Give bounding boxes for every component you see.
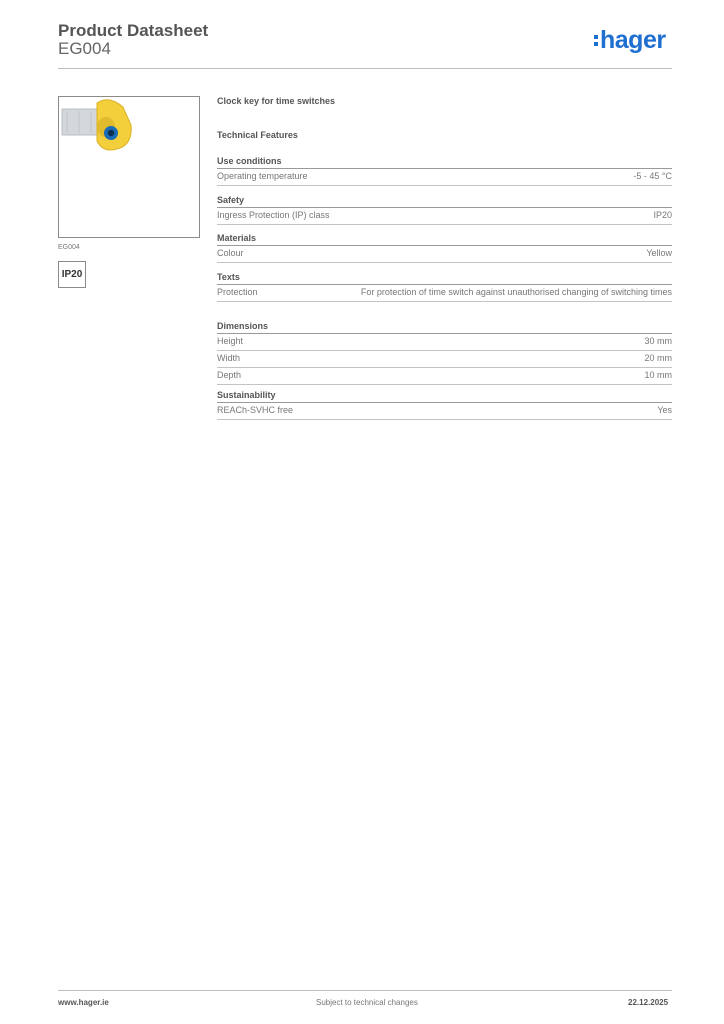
document-title: Product Datasheet <box>58 21 209 40</box>
ip-rating-badge: IP20 <box>58 261 86 288</box>
section-sustainability: Sustainability REACh-SVHC free Yes <box>217 390 672 420</box>
technical-features-heading: Technical Features <box>217 130 298 140</box>
hager-logo <box>594 28 666 53</box>
clock-key-icon <box>59 97 199 237</box>
spec-row: Width 20 mm <box>217 351 672 368</box>
header-divider <box>58 68 672 69</box>
section-texts: Texts Protection For protection of time switch against unauthorised changing of switching times <box>217 272 672 302</box>
logo-dots-icon <box>594 35 598 46</box>
product-image <box>58 96 200 238</box>
product-code: EG004 <box>58 39 111 58</box>
spec-row: REACh-SVHC free Yes <box>217 403 672 420</box>
spec-row: Colour Yellow <box>217 246 672 263</box>
section-use-conditions: Use conditions Operating temperature -5 - 45 °C <box>217 156 672 186</box>
logo-wordmark: hager <box>600 26 666 54</box>
section-materials: Materials Colour Yellow <box>217 233 672 263</box>
footer-divider <box>58 990 672 991</box>
footer-website-link[interactable]: www.hager.ie <box>58 998 109 1007</box>
section-dimensions: Dimensions Height 30 mm Width 20 mm Depth 10 mm <box>217 321 672 385</box>
image-caption: EG004 <box>58 244 80 251</box>
spec-row: Operating temperature -5 - 45 °C <box>217 169 672 186</box>
section-safety: Safety Ingress Protection (IP) class IP20 <box>217 195 672 225</box>
footer-notice: Subject to technical changes <box>316 998 418 1007</box>
spec-row: Depth 10 mm <box>217 368 672 385</box>
footer-date: 22.12.2025 <box>628 998 669 1007</box>
product-description: Clock key for time switches <box>217 96 336 106</box>
spec-row: Protection For protection of time switch against unauthorised changing of switching times <box>217 285 672 302</box>
spec-row: Ingress Protection (IP) class IP20 <box>217 208 672 225</box>
spec-row: Height 30 mm <box>217 334 672 351</box>
